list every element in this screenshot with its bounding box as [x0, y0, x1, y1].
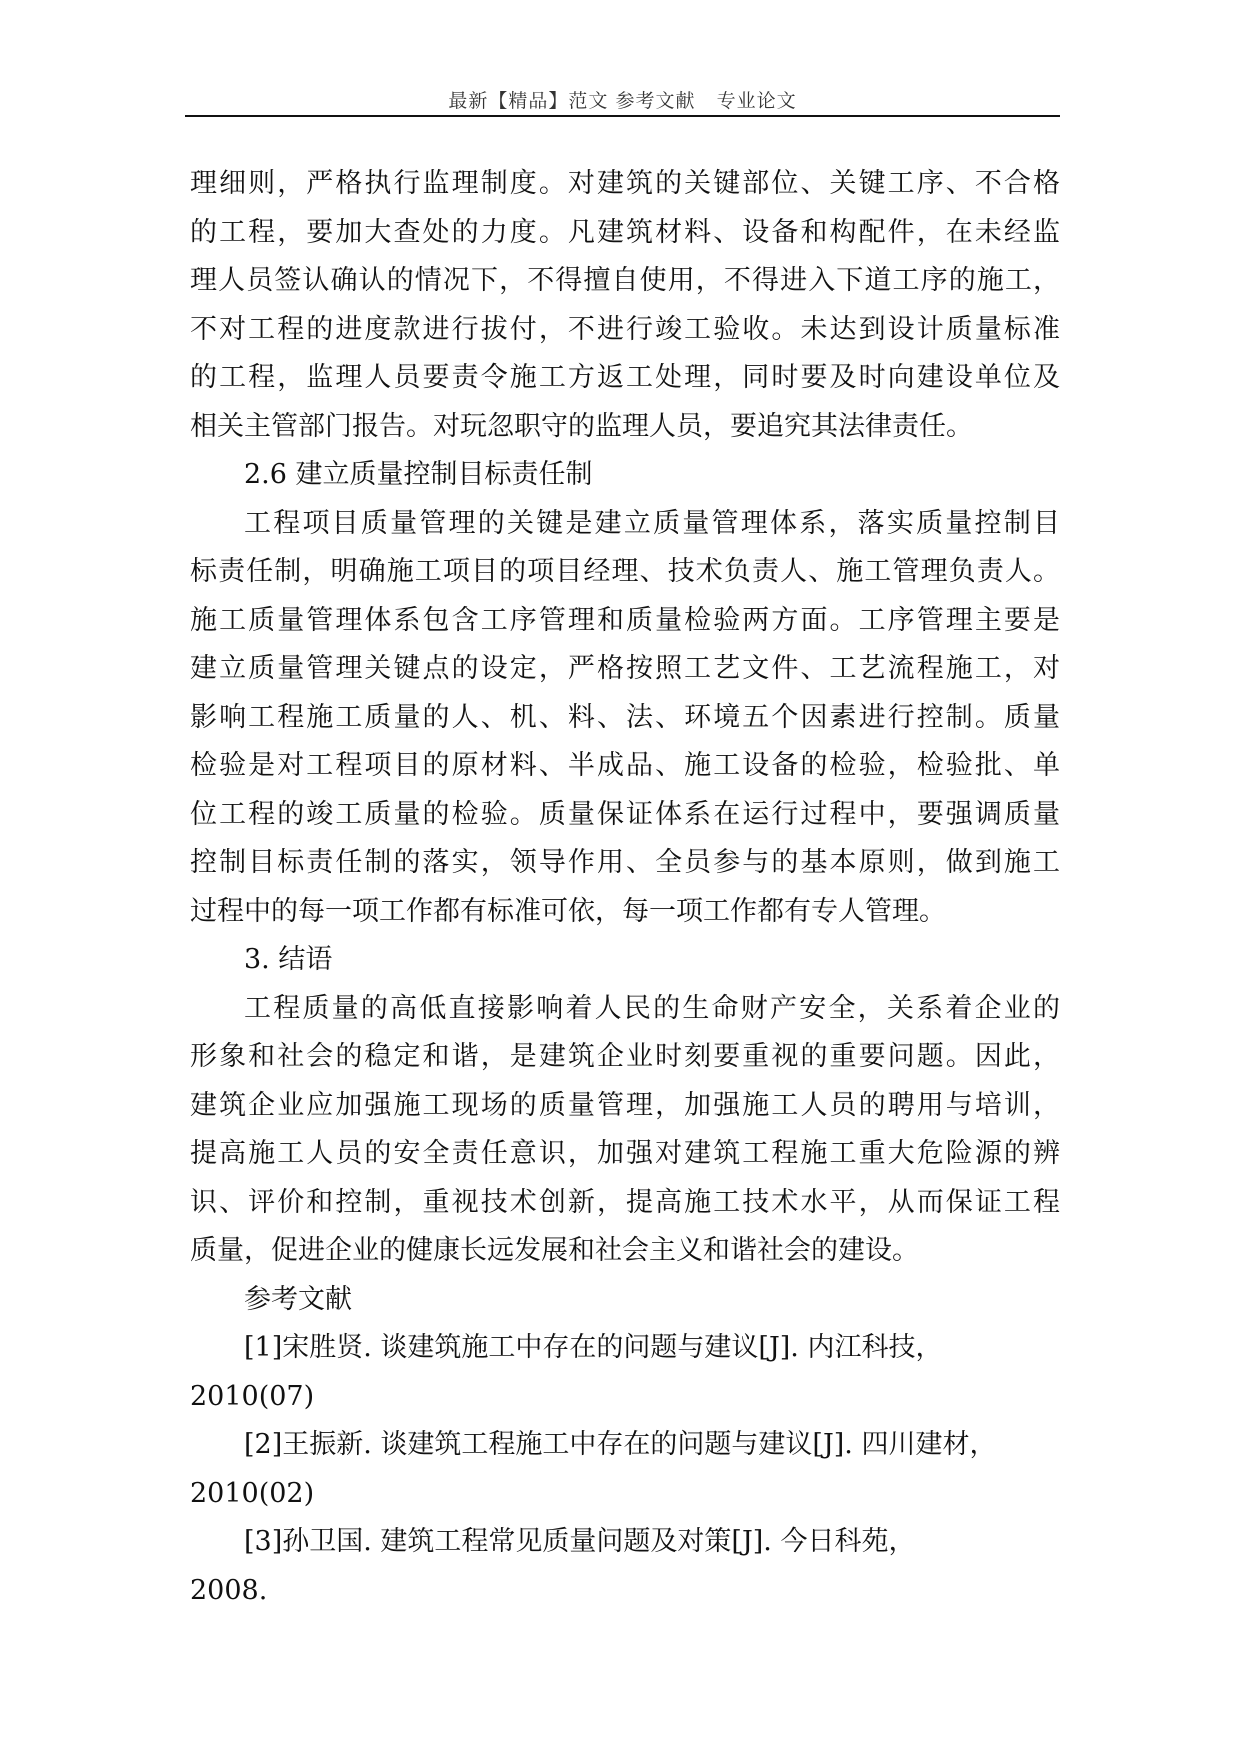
text-line: 施工质量管理体系包含工序管理和质量检验两方面。工序管理主要是 — [190, 604, 1060, 636]
text-line: 提高施工人员的安全责任意识，加强对建筑工程施工重大危险源的辨 — [190, 1138, 1060, 1169]
text-line: 的工程，要加大查处的力度。凡建筑材料、设备和构配件，在未经监 — [190, 216, 1060, 248]
text-line: [1]宋胜贤. 谈建筑施工中存在的问题与建议[J]. 内江科技， — [244, 1332, 943, 1363]
text-line: 2008. — [190, 1574, 268, 1606]
text-line: 的工程，监理人员要责令施工方返工处理，同时要及时向建设单位及 — [190, 362, 1060, 393]
text-line: 相关主管部门报告。对玩忽职守的监理人员，要追究其法律责任。 — [190, 410, 973, 442]
page-header: 最新【精品】范文 参考文献 专业论文 — [448, 90, 797, 112]
text-line: 不对工程的进度款进行拔付，不进行竣工验收。未达到设计质量标准 — [190, 313, 1060, 345]
text-line: [3]孙卫国. 建筑工程常见质量问题及对策[J]. 今日科苑， — [244, 1526, 916, 1557]
text-line: 工程项目质量管理的关键是建立质量管理体系，落实质量控制目 — [244, 507, 1060, 539]
text-line: 参考文献 — [244, 1283, 352, 1315]
text-line: [2]王振新. 谈建筑工程施工中存在的问题与建议[J]. 四川建材， — [244, 1429, 997, 1460]
text-line: 理细则，严格执行监理制度。对建筑的关键部位、关键工序、不合格 — [190, 168, 1060, 199]
text-line: 建立质量管理关键点的设定，严格按照工艺文件、工艺流程施工，对 — [190, 653, 1060, 684]
header-divider — [185, 115, 1060, 117]
text-line: 2010(02) — [190, 1477, 315, 1509]
text-line: 过程中的每一项工作都有标准可依，每一项工作都有专人管理。 — [190, 895, 946, 927]
text-line: 控制目标责任制的落实，领导作用、全员参与的基本原则，做到施工 — [190, 847, 1060, 878]
text-line: 建筑企业应加强施工现场的质量管理，加强施工人员的聘用与培训， — [190, 1089, 1060, 1121]
text-line: 3. 结语 — [244, 944, 333, 975]
text-line: 2010(07) — [190, 1380, 315, 1412]
text-line: 检验是对工程项目的原材料、半成品、施工设备的检验，检验批、单 — [190, 750, 1060, 781]
text-line: 工程质量的高低直接影响着人民的生命财产安全，关系着企业的 — [244, 992, 1060, 1024]
document-body — [190, 160, 1060, 1615]
text-line: 形象和社会的稳定和谐，是建筑企业时刻要重视的重要问题。因此， — [190, 1041, 1060, 1072]
text-line: 2.6 建立质量控制目标责任制 — [244, 459, 593, 490]
text-line: 位工程的竣工质量的检验。质量保证体系在运行过程中，要强调质量 — [190, 798, 1060, 830]
text-line: 理人员签认确认的情况下，不得擅自使用，不得进入下道工序的施工， — [190, 265, 1060, 296]
text-line: 标责任制，明确施工项目的项目经理、技术负责人、施工管理负责人。 — [190, 556, 1060, 587]
text-line: 质量，促进企业的健康长远发展和社会主义和谐社会的建设。 — [190, 1235, 919, 1266]
text-line: 影响工程施工质量的人、机、料、法、环境五个因素进行控制。质量 — [190, 701, 1060, 733]
text-line: 识、评价和控制，重视技术创新，提高施工技术水平，从而保证工程 — [190, 1186, 1060, 1218]
